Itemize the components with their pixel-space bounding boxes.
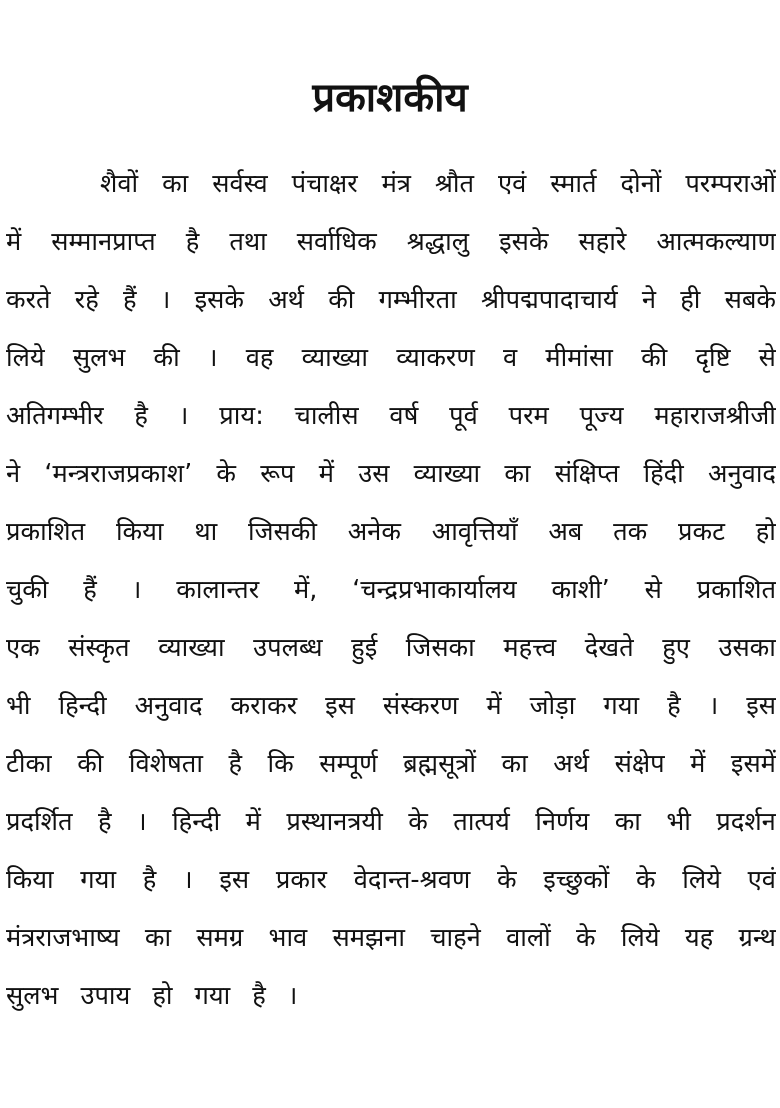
paragraph-line bbox=[6, 972, 776, 1020]
word: प्रकार bbox=[275, 865, 327, 895]
word: वालों bbox=[506, 923, 551, 953]
word: आत्मकल्याण bbox=[656, 227, 776, 257]
word: ब्रह्मसूत्रों bbox=[403, 749, 477, 779]
word: सर्वस्व bbox=[212, 169, 268, 199]
word: महत्त्व bbox=[503, 633, 557, 663]
word: उस bbox=[358, 459, 390, 489]
word: इसके bbox=[499, 227, 549, 257]
word: इस bbox=[746, 691, 776, 721]
word: ही bbox=[680, 285, 701, 315]
word: व्याख्या bbox=[158, 633, 225, 663]
word: प्राय: bbox=[219, 401, 264, 431]
word: भी bbox=[666, 807, 691, 837]
word: है bbox=[185, 227, 200, 257]
word: से bbox=[758, 343, 776, 373]
page-title: प्रकाशकीय bbox=[312, 75, 468, 121]
word: गम्भीरता bbox=[378, 285, 457, 315]
paragraph-line bbox=[6, 740, 776, 788]
word: । bbox=[183, 865, 193, 895]
word: पूज्य bbox=[579, 401, 624, 431]
word: अतिगम्भीर bbox=[6, 401, 104, 431]
word: ग्रन्थ bbox=[738, 923, 776, 953]
word: हैं bbox=[83, 575, 97, 605]
word: का bbox=[144, 923, 172, 953]
word: रूप bbox=[260, 459, 295, 489]
word: तक bbox=[613, 517, 648, 547]
paragraph-line bbox=[6, 450, 776, 498]
word: प्रस्थानत्रयी bbox=[286, 807, 383, 837]
word: इस bbox=[219, 865, 250, 895]
word: सम्मानप्राप्त bbox=[51, 227, 156, 257]
word: काशी’ bbox=[551, 575, 610, 605]
word: अब bbox=[548, 517, 583, 547]
word: दोनों bbox=[620, 169, 662, 199]
word: कराकर bbox=[230, 691, 298, 721]
paragraph-line bbox=[6, 682, 776, 730]
word: उसका bbox=[718, 633, 776, 663]
word: लिये bbox=[620, 923, 660, 953]
word: में bbox=[318, 459, 335, 489]
word: हैं bbox=[122, 285, 137, 315]
word: का bbox=[162, 169, 189, 199]
paragraph-line bbox=[6, 798, 776, 846]
word: । bbox=[287, 981, 298, 1011]
word: जोड़ा bbox=[529, 691, 576, 721]
word: पूर्व bbox=[449, 401, 478, 431]
word: प्रकाशित bbox=[6, 517, 86, 547]
word: श्रीपद्मपादाचार्य bbox=[480, 285, 618, 315]
paragraph-line bbox=[6, 508, 776, 556]
word: शैवों bbox=[100, 169, 139, 199]
word: दृष्टि bbox=[695, 343, 731, 373]
word: करते bbox=[6, 285, 51, 315]
word: मंत्रराजभाष्य bbox=[6, 923, 120, 953]
word: जिसका bbox=[405, 633, 475, 663]
word: के bbox=[635, 865, 656, 895]
word: हो bbox=[755, 517, 776, 547]
word: में bbox=[6, 227, 22, 257]
word: है bbox=[134, 401, 148, 431]
word: गया bbox=[80, 865, 117, 895]
word: अर्थ bbox=[553, 749, 590, 779]
word: मीमांसा bbox=[545, 343, 613, 373]
paragraph-line bbox=[6, 392, 776, 440]
word: चालीस bbox=[294, 401, 359, 431]
word: व्याख्या bbox=[413, 459, 481, 489]
word: सुलभ bbox=[6, 981, 59, 1011]
word: ने bbox=[6, 459, 21, 489]
word: उपाय bbox=[80, 981, 131, 1011]
word: सहारे bbox=[578, 227, 627, 257]
word: चुकी bbox=[6, 575, 49, 605]
paragraph-line bbox=[6, 566, 776, 614]
word: अनुवाद bbox=[708, 459, 776, 489]
word: का bbox=[504, 459, 531, 489]
paragraph-line bbox=[6, 218, 776, 266]
word: रहे bbox=[74, 285, 99, 315]
word: व bbox=[502, 343, 518, 373]
word: एवं bbox=[498, 169, 527, 199]
word: संक्षेप bbox=[614, 749, 665, 779]
word: अर्थ bbox=[268, 285, 304, 315]
word: समग्र bbox=[196, 923, 244, 953]
word: अनेक bbox=[347, 517, 401, 547]
word: सुलभ bbox=[72, 343, 126, 373]
word: । bbox=[207, 343, 218, 373]
word: प्रदर्शन bbox=[716, 807, 776, 837]
word: । bbox=[136, 807, 147, 837]
word: संस्कृत bbox=[68, 633, 130, 663]
word: श्रद्धालु bbox=[406, 227, 470, 257]
word: हुई bbox=[351, 633, 378, 663]
word: परम्पराओं bbox=[685, 169, 776, 199]
word: की bbox=[153, 343, 180, 373]
paragraph-line bbox=[6, 914, 776, 962]
word: । bbox=[160, 285, 171, 315]
word: । bbox=[708, 691, 719, 721]
word: हिन्दी bbox=[172, 807, 221, 837]
word: निर्णय bbox=[535, 807, 590, 837]
word: था bbox=[194, 517, 218, 547]
paragraph-line bbox=[6, 334, 776, 382]
word: श्रौत bbox=[434, 169, 475, 199]
word: लिये bbox=[682, 865, 721, 895]
word: है bbox=[252, 981, 266, 1011]
word: वर्ष bbox=[389, 401, 419, 431]
word: संक्षिप्त bbox=[554, 459, 620, 489]
word: एक bbox=[6, 633, 40, 663]
word: लिये bbox=[6, 343, 45, 373]
word: है bbox=[97, 807, 112, 837]
word: चाहने bbox=[430, 923, 481, 953]
word: प्रकट bbox=[678, 517, 725, 547]
word: हो bbox=[152, 981, 173, 1011]
word: से bbox=[644, 575, 662, 605]
word: । bbox=[178, 401, 189, 431]
word: में bbox=[690, 749, 706, 779]
word: हिंदी bbox=[643, 459, 684, 489]
word: देखते bbox=[584, 633, 634, 663]
word: सम्पूर्ण bbox=[319, 749, 378, 779]
word: के bbox=[216, 459, 237, 489]
paragraph-line bbox=[100, 160, 776, 208]
word: व्याकरण bbox=[396, 343, 475, 373]
word: किया bbox=[6, 865, 54, 895]
word: भी bbox=[6, 691, 31, 721]
word: है bbox=[142, 865, 157, 895]
word: । bbox=[131, 575, 142, 605]
word: टीका bbox=[6, 749, 52, 779]
word: महाराजश्रीजी bbox=[654, 401, 776, 431]
word: इच्छुकों bbox=[543, 865, 610, 895]
word: गया bbox=[194, 981, 231, 1011]
word: इसमें bbox=[730, 749, 776, 779]
word: वह bbox=[245, 343, 274, 373]
word: संस्करण bbox=[382, 691, 459, 721]
word: प्रदर्शित bbox=[6, 807, 73, 837]
word: आवृत्तियाँ bbox=[431, 517, 518, 547]
word: हुए bbox=[662, 633, 690, 663]
word: एवं bbox=[747, 865, 776, 895]
paragraph-line bbox=[6, 856, 776, 904]
word: विशेषता bbox=[128, 749, 203, 779]
word: ‘चन्द्रप्रभाकार्यालय bbox=[352, 575, 517, 605]
word: अनुवाद bbox=[134, 691, 203, 721]
word: समझना bbox=[332, 923, 406, 953]
word: की bbox=[328, 285, 355, 315]
word: के bbox=[576, 923, 596, 953]
word: पंचाक्षर bbox=[291, 169, 358, 199]
word: के bbox=[408, 807, 428, 837]
word: का bbox=[501, 749, 528, 779]
word: में bbox=[245, 807, 261, 837]
word: कि bbox=[267, 749, 294, 779]
word: भाव bbox=[268, 923, 308, 953]
word: गया bbox=[603, 691, 640, 721]
word: है bbox=[228, 749, 243, 779]
word: सबके bbox=[724, 285, 776, 315]
word: के bbox=[497, 865, 517, 895]
word: प्रकाशित bbox=[696, 575, 776, 605]
word: तात्पर्य bbox=[453, 807, 510, 837]
word: में bbox=[486, 691, 502, 721]
word: की bbox=[641, 343, 668, 373]
word: इसके bbox=[194, 285, 244, 315]
word: में, bbox=[294, 575, 318, 605]
word: उपलब्ध bbox=[253, 633, 323, 663]
word: वेदान्त-श्रवण bbox=[353, 865, 471, 895]
word: सर्वाधिक bbox=[296, 227, 377, 257]
word: व्याख्या bbox=[301, 343, 369, 373]
word: है bbox=[667, 691, 681, 721]
word: किया bbox=[115, 517, 164, 547]
word: कालान्तर bbox=[176, 575, 260, 605]
paragraph-line bbox=[6, 276, 776, 324]
paragraph-line bbox=[6, 624, 776, 672]
word: परम bbox=[508, 401, 549, 431]
word: हिन्दी bbox=[58, 691, 107, 721]
word: का bbox=[614, 807, 641, 837]
word: तथा bbox=[229, 227, 267, 257]
word: स्मार्त bbox=[550, 169, 597, 199]
word: इस bbox=[325, 691, 355, 721]
word: यह bbox=[684, 923, 714, 953]
word: ने bbox=[641, 285, 656, 315]
word: मंत्र bbox=[381, 169, 411, 199]
word: जिसकी bbox=[247, 517, 317, 547]
word: की bbox=[77, 749, 104, 779]
word: ‘मन्त्रराजप्रकाश’ bbox=[44, 459, 193, 489]
